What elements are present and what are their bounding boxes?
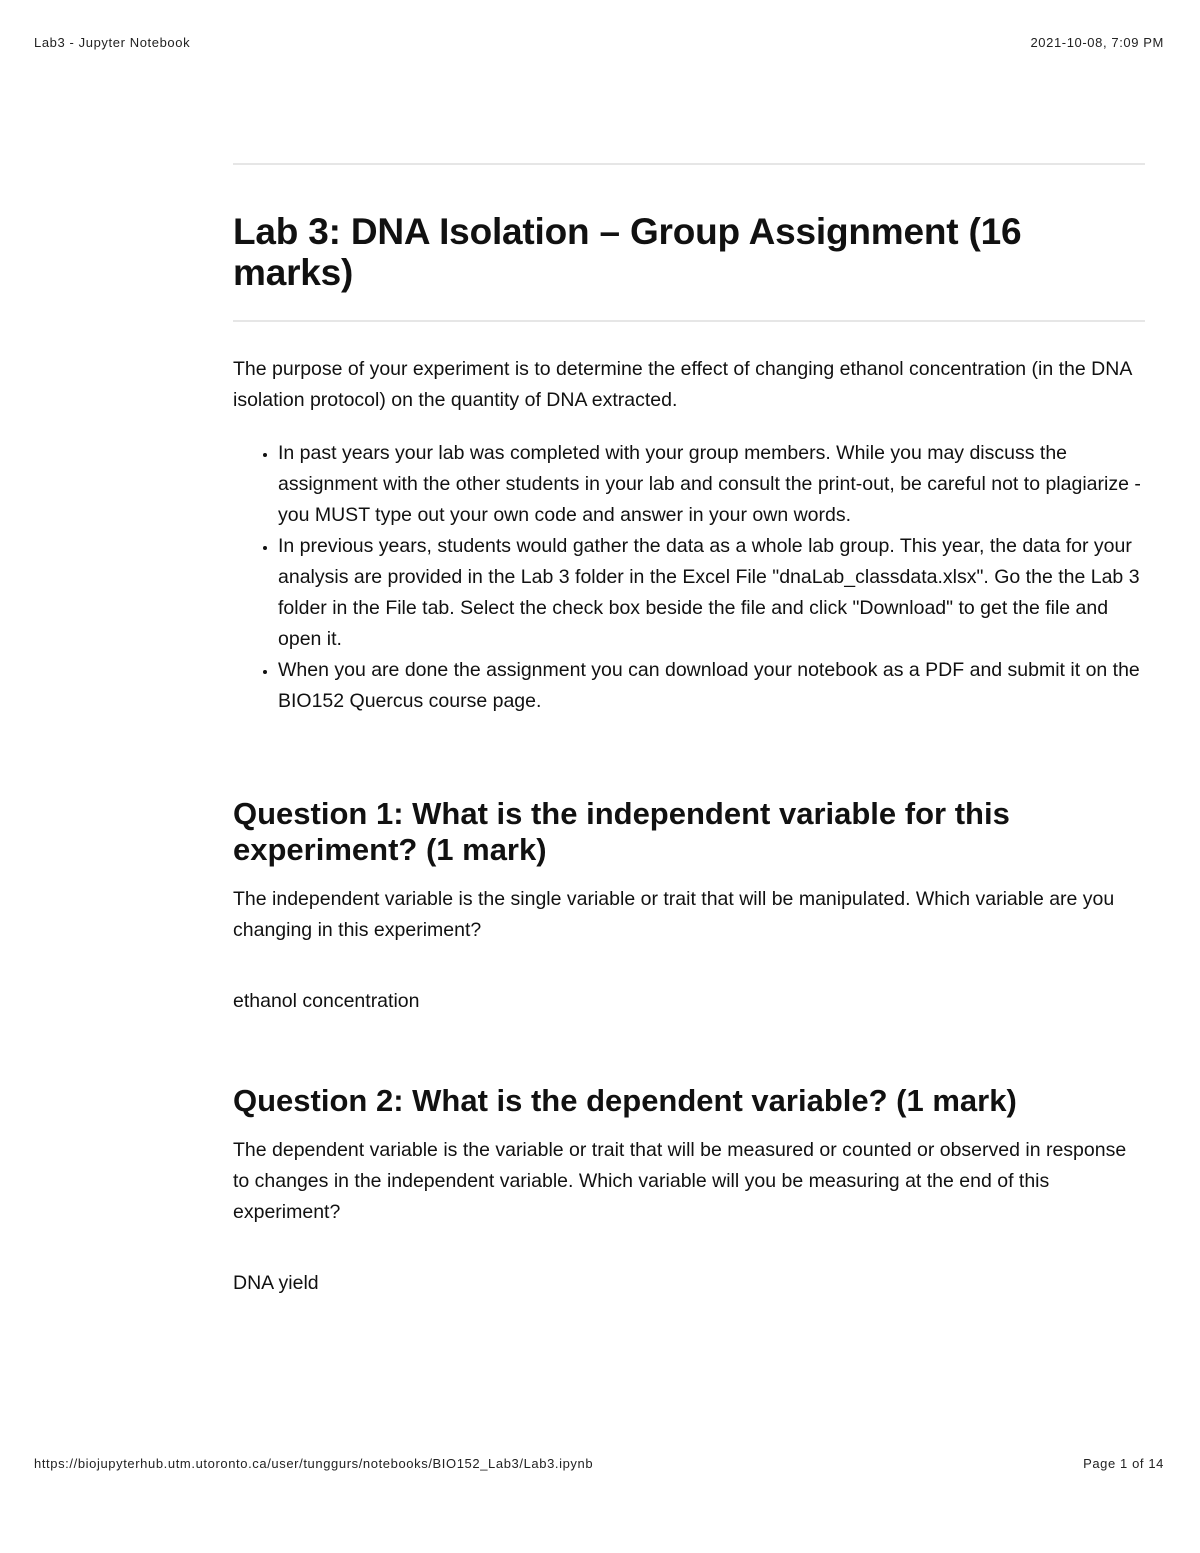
document-title: Lab3 - Jupyter Notebook [34, 35, 191, 50]
question-1-prompt: The independent variable is the single variable or trait that will be manipulated. Which variable are you changing in this experiment? [233, 888, 1115, 941]
question-2-answer: DNA yield [233, 1272, 319, 1294]
notebook-content [233, 163, 1145, 1299]
page-number: Page 1 of 14 [1083, 1456, 1164, 1471]
list-item: • In previous years, students would gather the data as a whole lab group. This year, the data for your analysis are provided in the Lab 3 folder in the Excel File "dnaLab_classdata.xlsx". Go the the Lab 3 folder in the File tab. Select the check box beside the file and click "Download" to get the file and open it. [278, 531, 1145, 655]
question-1-heading: Question 1: What is the independent variable for this experiment? (1 mark) [233, 796, 1010, 867]
intro-paragraph: The purpose of your experiment is to determine the effect of changing ethanol concentration (in the DNA isolation protocol) on the quantity of DNA extracted. [233, 358, 1132, 411]
print-footer [34, 1456, 1164, 1471]
list-item: • When you are done the assignment you can download your notebook as a PDF and submit it on the BIO152 Quercus course page. [278, 655, 1145, 717]
page-title: Lab 3: DNA Isolation – Group Assignment (16 marks) [233, 211, 1022, 293]
notebook-url: https://biojupyterhub.utm.utoronto.ca/user/tunggurs/notebooks/BIO152_Lab3/Lab3.ipynb [34, 1456, 594, 1471]
question-2-prompt: The dependent variable is the variable or trait that will be measured or counted or observed in response to changes in the independent variable. Which variable will you be measuring at the end of this experiment? [233, 1139, 1127, 1223]
list-item: • In past years your lab was completed with your group members. While you may discuss the assignment with the other students in your lab and consult the print-out, be careful not to plagiarize - you MUST type out your own code and answer in your own words. [278, 438, 1145, 531]
question-1-answer: ethanol concentration [233, 990, 420, 1012]
print-header [34, 35, 1164, 50]
question-2-heading: Question 2: What is the dependent variable? (1 mark) [233, 1083, 1017, 1118]
print-datetime: 2021-10-08, 7:09 PM [1030, 35, 1164, 50]
instructions-list [233, 438, 1145, 717]
title-divider [233, 320, 1145, 322]
top-divider [233, 163, 1145, 165]
